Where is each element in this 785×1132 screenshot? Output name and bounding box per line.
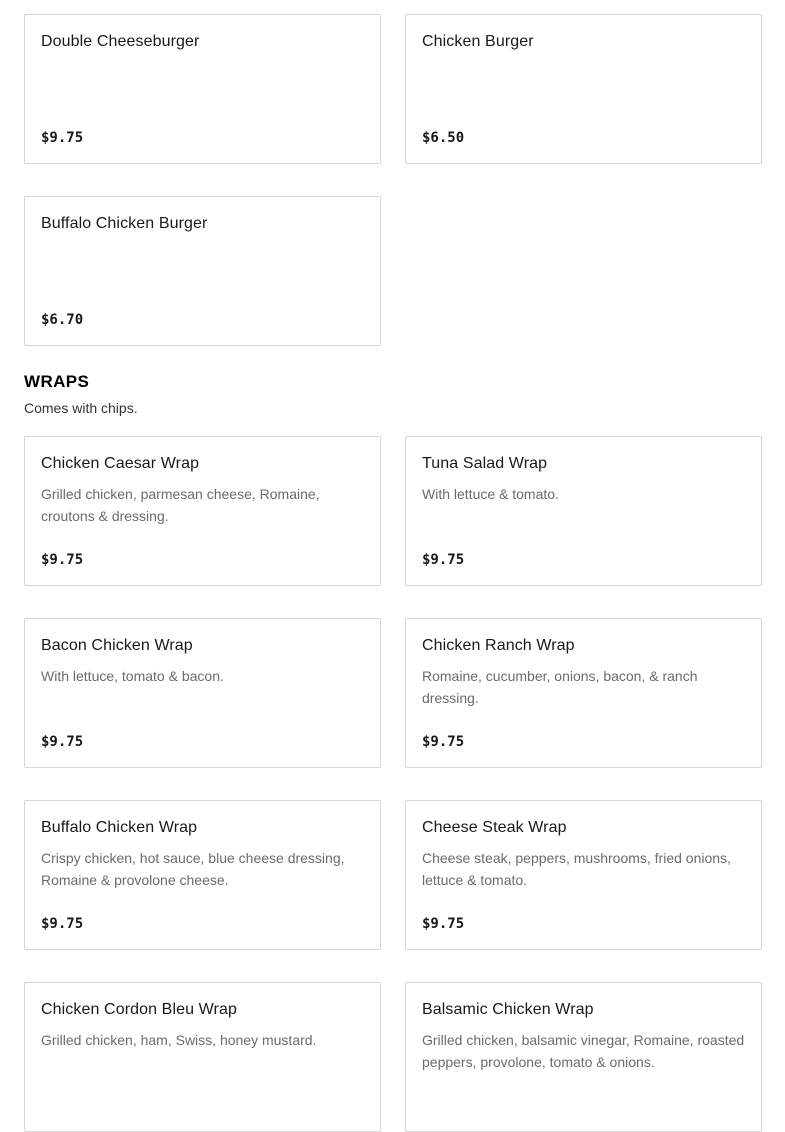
menu-item-card[interactable]: [24, 196, 381, 346]
menu-item-price: $6.70: [41, 312, 84, 328]
menu-item-price: $6.50: [422, 130, 465, 146]
menu-item-price: $9.75: [422, 552, 465, 568]
menu-item-description: With lettuce & tomato.: [422, 486, 559, 502]
menu-item-name: Buffalo Chicken Burger: [41, 215, 208, 232]
menu-item-card[interactable]: [24, 618, 381, 768]
menu-item-price: $9.75: [422, 734, 465, 750]
menu-item-card[interactable]: [405, 14, 762, 164]
menu-item-name: Chicken Caesar Wrap: [41, 455, 200, 472]
menu-item-name: Double Cheeseburger: [41, 33, 200, 50]
menu-item-price: $9.75: [41, 734, 84, 750]
menu-item-name: Bacon Chicken Wrap: [41, 637, 193, 654]
menu-item-card[interactable]: [405, 982, 762, 1132]
menu-item-description: Grilled chicken, balsamic vinegar, Romaine, roasted peppers, provolone, tomato & onions.: [422, 1032, 745, 1070]
menu-item-name: Chicken Burger: [422, 33, 534, 50]
menu-item-description: With lettuce, tomato & bacon.: [41, 668, 224, 684]
section-title: WRAPS: [24, 372, 90, 391]
menu-item-card[interactable]: [405, 618, 762, 768]
section-description: Comes with chips.: [24, 400, 138, 416]
menu-item-description: Grilled chicken, ham, Swiss, honey mustard.: [41, 1032, 317, 1048]
menu-item-description: Romaine, cucumber, onions, bacon, & ranch dressing.: [422, 668, 698, 706]
menu-item-card[interactable]: [405, 800, 762, 950]
menu-item-price: $9.75: [41, 916, 84, 932]
menu-item-card[interactable]: [24, 800, 381, 950]
menu-item-card[interactable]: [24, 14, 381, 164]
menu-item-description: Cheese steak, peppers, mushrooms, fried onions, lettuce & tomato.: [422, 850, 731, 888]
menu-item-name: Tuna Salad Wrap: [422, 455, 548, 472]
menu-item-name: Cheese Steak Wrap: [422, 819, 567, 836]
menu-item-name: Buffalo Chicken Wrap: [41, 819, 198, 836]
menu-item-card[interactable]: [405, 436, 762, 586]
menu-item-card[interactable]: [24, 436, 381, 586]
menu-item-name: Balsamic Chicken Wrap: [422, 1001, 594, 1018]
menu-item-description: Crispy chicken, hot sauce, blue cheese dressing, Romaine & provolone cheese.: [41, 850, 345, 888]
menu-item-name: Chicken Ranch Wrap: [422, 637, 575, 654]
menu-item-price: $9.75: [41, 130, 84, 146]
menu-item-price: $9.75: [422, 916, 465, 932]
menu-item-name: Chicken Cordon Bleu Wrap: [41, 1001, 237, 1018]
menu-item-description: Grilled chicken, parmesan cheese, Romaine, croutons & dressing.: [41, 486, 320, 524]
menu-item-card[interactable]: [24, 982, 381, 1132]
menu-item-price: $9.75: [41, 552, 84, 568]
